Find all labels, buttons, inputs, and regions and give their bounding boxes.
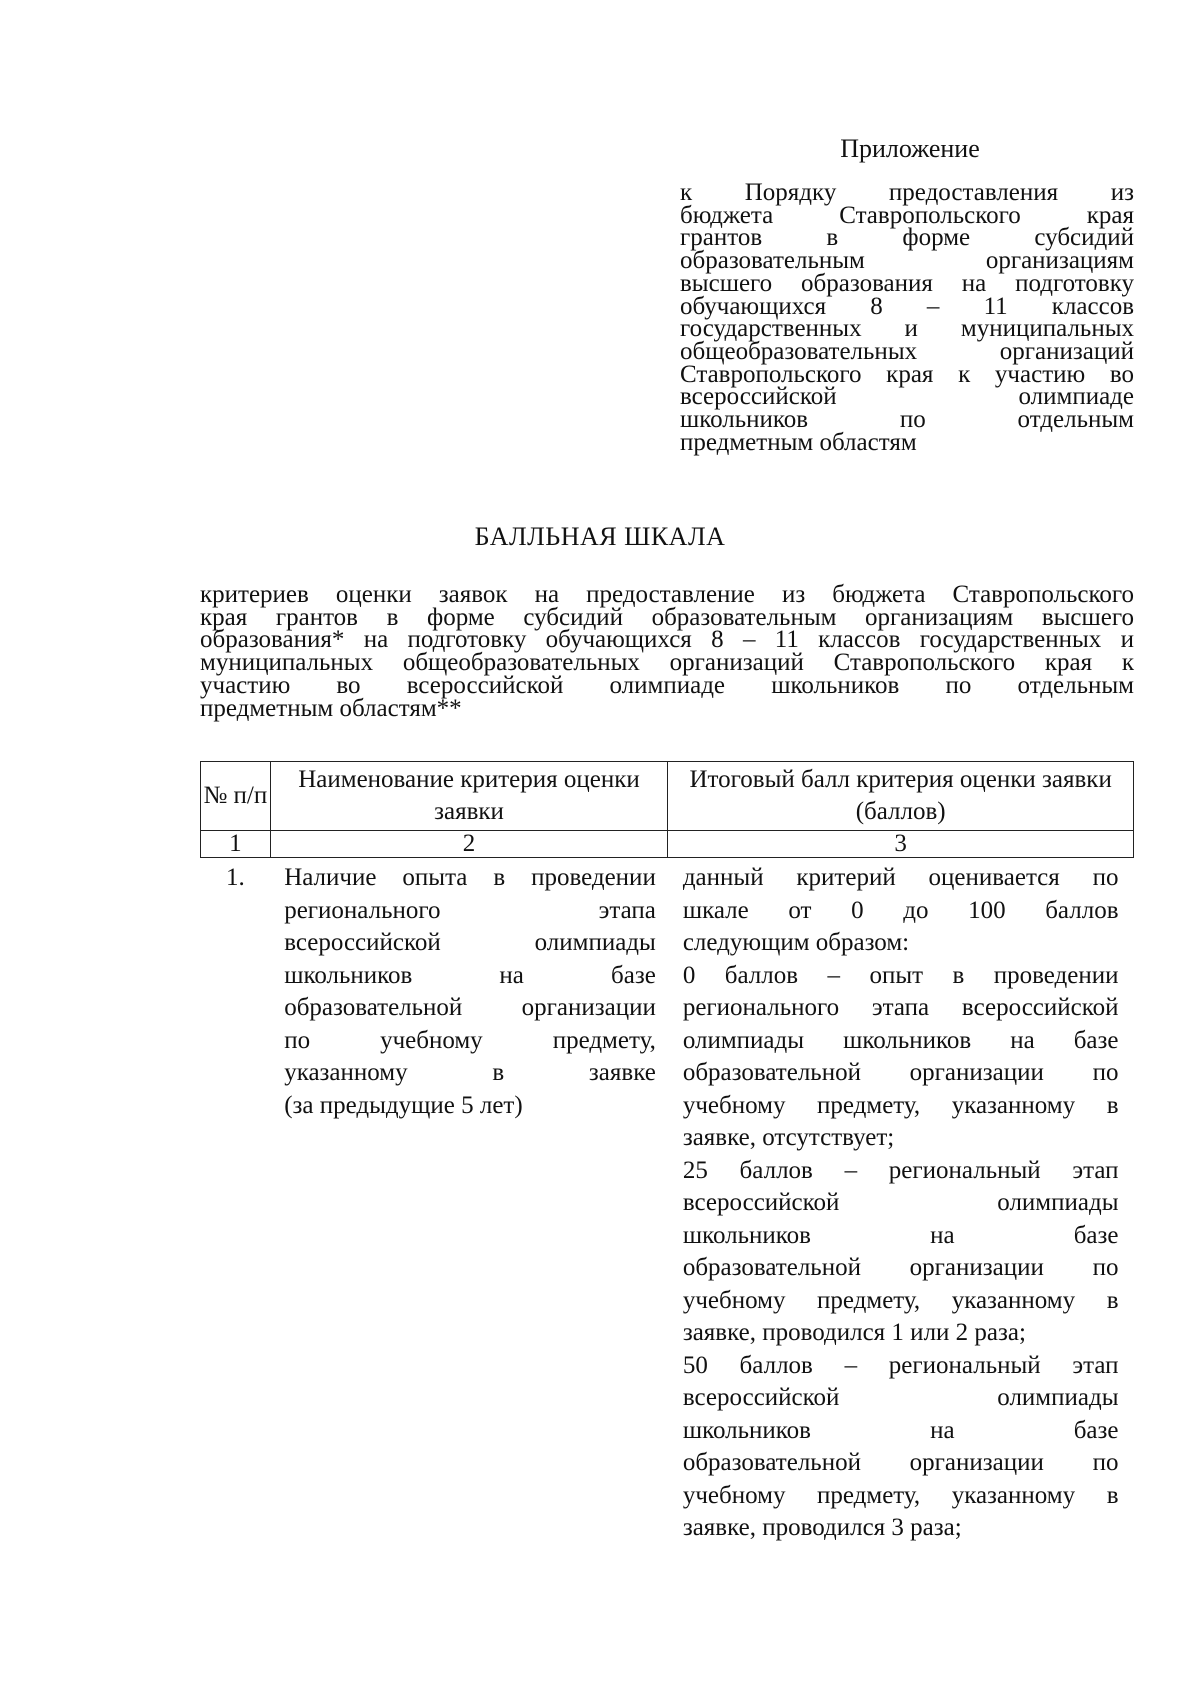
score-line: образовательной организации по (682, 1059, 1119, 1086)
score-line: всероссийской олимпиады (682, 1384, 1119, 1411)
header-criterion-name: Наименование критерия оценки заявки (270, 762, 668, 831)
score-line: школьников на базе (682, 1416, 1119, 1444)
subtitle-line: края грантов в форме субсидий образовательным организациям высшего (200, 603, 1134, 631)
subtitle-line: критериев оценки заявок на предоставление из бюджета Ставропольского (200, 581, 1134, 608)
table-header-row (201, 762, 1134, 831)
header-number: № п/п (201, 762, 271, 831)
appendix-note-line: высшего образования на подготовку (680, 269, 1134, 297)
subtitle-line: предметным областям** (200, 694, 462, 722)
appendix-note-line: школьников по отдельным (680, 406, 1134, 434)
appendix-note-line: образовательным организациям (680, 247, 1134, 275)
score-line: заявке, проводился 1 или 2 раза; (682, 1319, 1026, 1346)
appendix-note-line: обучающихся 8 – 11 классов (680, 292, 1134, 320)
subtitle-line: участию во всероссийской олимпиаде школьников по отдельным (200, 671, 1134, 699)
column-number: 3 (668, 831, 1134, 858)
criterion-name (270, 858, 668, 1545)
column-number: 2 (270, 831, 668, 858)
column-number: 1 (201, 831, 271, 858)
appendix-title: Приложение (840, 134, 980, 163)
header-score: Итоговый балл критерия оценки заявки (баллов) (668, 762, 1134, 831)
criterion-line: по учебному предмету, (284, 1026, 656, 1054)
score-line: учебному предмету, указанному в (682, 1286, 1119, 1314)
appendix-note-line: государственных и муниципальных (680, 315, 1134, 343)
appendix-note-line: грантов в форме субсидий (680, 224, 1134, 252)
score-line: учебному предмету, указанному в (682, 1091, 1119, 1119)
document-subtitle (200, 581, 1134, 722)
criterion-line: всероссийской олимпиады (284, 929, 656, 956)
score-line: 0 баллов – опыт в проведении (682, 961, 1119, 989)
score-line: учебному предмету, указанному в (682, 1481, 1119, 1509)
appendix-note-line: Ставропольского края к участию во (680, 360, 1134, 388)
score-line: образовательной организации по (682, 1254, 1119, 1281)
subtitle-line: образования* на подготовку обучающихся 8 – 11 классов государственных и (200, 626, 1134, 654)
score-line: регионального этапа всероссийской (682, 994, 1119, 1021)
document-title: БАЛЛЬНАЯ ШКАЛА (474, 522, 726, 551)
criterion-line: школьников на базе (284, 961, 656, 989)
appendix-note-line: общеобразовательных организаций (680, 337, 1134, 365)
criterion-line: Наличие опыта в проведении (284, 864, 656, 891)
criteria-table (200, 761, 1134, 1545)
score-line: следующим образом: (682, 929, 910, 956)
appendix-note-line: к Порядку предоставления из (680, 179, 1134, 206)
score-line: образовательной организации по (682, 1449, 1119, 1476)
table-column-numbers-row (201, 831, 1134, 858)
appendix-note-line: предметным областям (680, 428, 917, 456)
criterion-score (668, 858, 1134, 1545)
subtitle-line: муниципальных общеобразовательных организаций Ставропольского края к (200, 649, 1134, 677)
score-line: заявке, отсутствует; (682, 1124, 895, 1151)
score-line: школьников на базе (682, 1221, 1119, 1249)
appendix-note (680, 179, 1134, 456)
score-line: олимпиады школьников на базе (682, 1026, 1119, 1054)
score-line: всероссийской олимпиады (682, 1189, 1119, 1216)
criterion-line: образовательной организации (284, 994, 656, 1021)
row-number: 1. (225, 864, 245, 891)
appendix-note-line: всероссийской олимпиаде (680, 383, 1134, 411)
table-row (201, 858, 1134, 1545)
appendix-note-line: бюджета Ставропольского края (680, 201, 1134, 229)
score-line: 25 баллов – региональный этап (682, 1156, 1119, 1184)
score-line: заявке, проводился 3 раза; (682, 1514, 962, 1541)
criterion-line: указанному в заявке (284, 1059, 656, 1086)
score-line: данный критерий оценивается по (682, 864, 1119, 891)
score-line: 50 баллов – региональный этап (682, 1351, 1119, 1379)
criterion-line: регионального этапа (284, 896, 656, 924)
criterion-line: (за предыдущие 5 лет) (284, 1091, 523, 1119)
score-line: шкале от 0 до 100 баллов (682, 896, 1119, 924)
